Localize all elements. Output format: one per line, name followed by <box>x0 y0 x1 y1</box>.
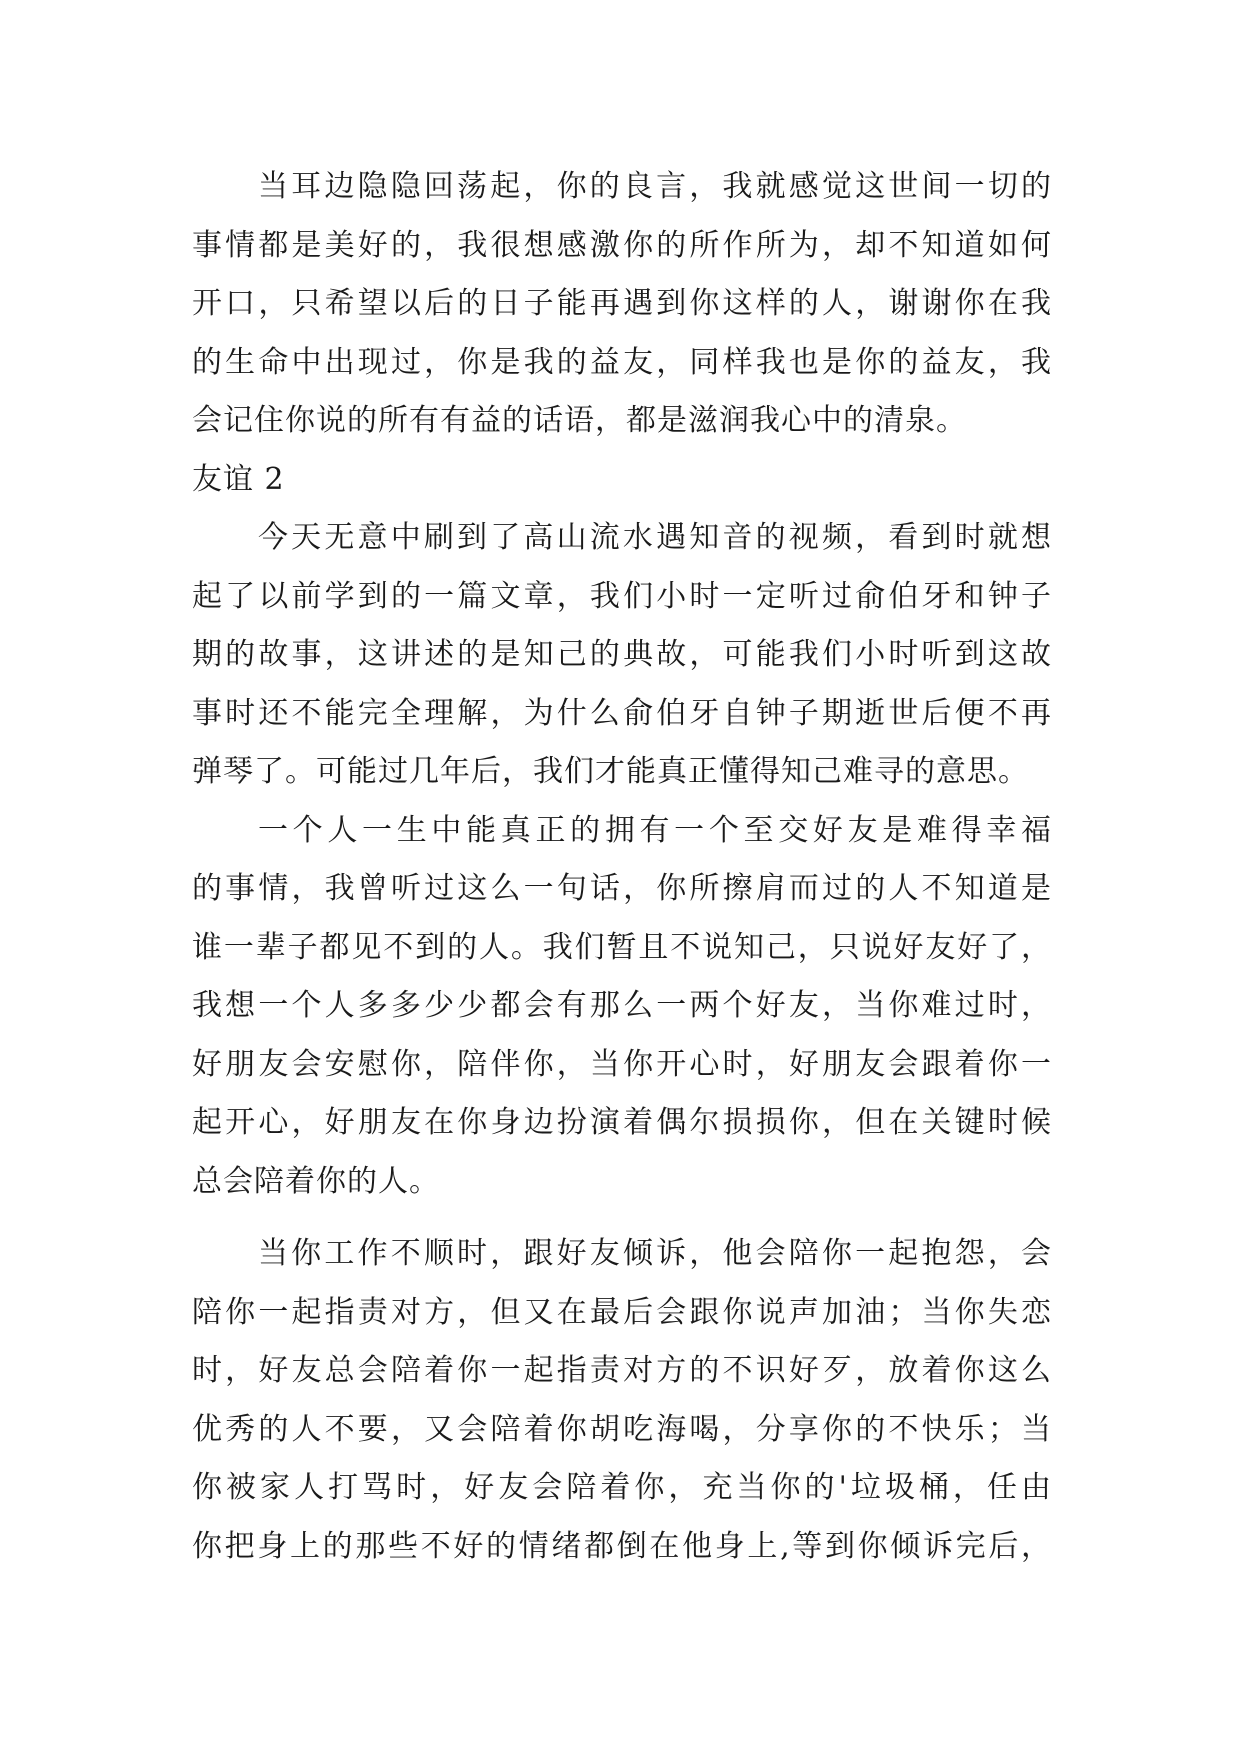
text-line: 陪你一起指责对方，但又在最后会跟你说声加油；当你失恋 <box>192 1294 1052 1330</box>
text-line: 好朋友会安慰你，陪伴你，当你开心时，好朋友会跟着你一 <box>192 1046 1052 1082</box>
text-line: 谁一辈子都见不到的人。我们暂且不说知己，只说好友好了， <box>192 929 1052 965</box>
paragraph-spacer <box>192 1211 1052 1225</box>
text-line: 当你工作不顺时，跟好友倾诉，他会陪你一起抱怨，会 <box>258 1236 1052 1271</box>
text-line: 我想一个人多多少少都会有那么一两个好友，当你难过时， <box>192 988 1052 1023</box>
text-line: 开口，只希望以后的日子能再遇到你这样的人，谢谢你在我 <box>192 286 1052 321</box>
text-line: 起开心，好朋友在你身边扮演着偶尔损损你，但在关键时候 <box>192 1105 1052 1140</box>
text-line: 事情都是美好的，我很想感激你的所作所为，却不知道如何 <box>192 227 1052 263</box>
text-line: 时，好友总会陪着你一起指责对方的不识好歹，放着你这么 <box>192 1353 1052 1388</box>
document-page <box>192 158 1052 1576</box>
text-line: 你被家人打骂时，好友会陪着你，充当你的'垃圾桶，任由 <box>192 1470 1052 1505</box>
text-line: 当耳边隐隐回荡起，你的良言，我就感觉这世间一切的 <box>258 169 1052 204</box>
text-line: 弹琴了。可能过几年后，我们才能真正懂得知己难寻的意思。 <box>192 754 1029 789</box>
section-heading <box>192 451 1052 510</box>
section-title: 友谊 2 <box>192 461 285 497</box>
paragraph-zhiyin <box>192 509 1052 802</box>
text-line: 期的故事，这讲述的是知己的典故，可能我们小时听到这故 <box>192 637 1052 672</box>
text-line: 的生命中出现过，你是我的益友，同样我也是你的益友，我 <box>192 344 1052 380</box>
text-line: 起了以前学到的一篇文章，我们小时一定听过俞伯牙和钟子 <box>192 578 1052 614</box>
paragraph-friends <box>192 802 1052 1212</box>
text-line: 一个人一生中能真正的拥有一个至交好友是难得幸福 <box>258 812 1052 848</box>
text-line: 今天无意中刷到了高山流水遇知音的视频，看到时就想 <box>258 520 1052 555</box>
text-line: 的事情，我曾听过这么一句话，你所擦肩而过的人不知道是 <box>192 871 1052 906</box>
text-line: 会记住你说的所有有益的话语，都是滋润我心中的清泉。 <box>192 403 967 438</box>
paragraph-gratitude <box>192 158 1052 451</box>
paragraph-support <box>192 1225 1052 1576</box>
text-line: 优秀的人不要，又会陪着你胡吃海喝，分享你的不快乐；当 <box>192 1411 1052 1447</box>
text-line: 总会陪着你的人。 <box>192 1163 440 1199</box>
text-line: 事时还不能完全理解，为什么俞伯牙自钟子期逝世后便不再 <box>192 695 1052 731</box>
text-line: 你把身上的那些不好的情绪都倒在他身上,等到你倾诉完后， <box>192 1528 1052 1564</box>
